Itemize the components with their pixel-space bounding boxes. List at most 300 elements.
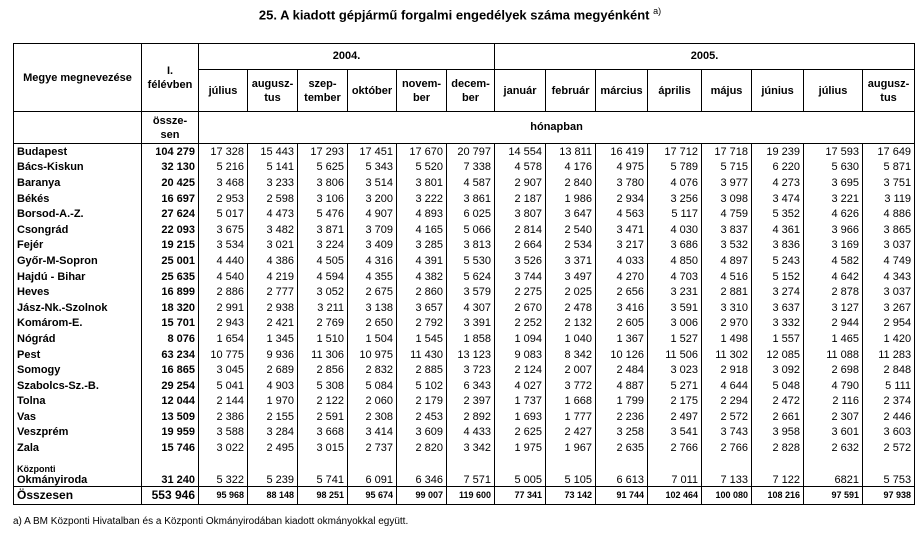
half-year-total: 29 254 — [142, 378, 199, 394]
month-value: 4 307 — [447, 300, 495, 316]
sum-month-value: 97 938 — [863, 486, 915, 504]
month-value: 3 274 — [752, 284, 804, 300]
county-name: Békés — [14, 191, 142, 207]
month-value: 3 037 — [863, 284, 915, 300]
sum-month-value: 91 744 — [596, 486, 648, 504]
month-value: 7 011 — [648, 456, 702, 487]
month-value: 4 975 — [596, 160, 648, 176]
month-header: június — [752, 70, 804, 112]
half-year-total: 8 076 — [142, 331, 199, 347]
month-value: 2 860 — [397, 284, 447, 300]
month-value: 3 675 — [199, 222, 248, 238]
month-value: 2 675 — [348, 284, 397, 300]
month-value: 6 220 — [752, 160, 804, 176]
month-value: 2 427 — [546, 425, 596, 441]
month-value: 15 443 — [248, 144, 298, 160]
month-value: 17 670 — [397, 144, 447, 160]
month-header: augusz-tus — [863, 70, 915, 112]
month-value: 4 440 — [199, 253, 248, 269]
month-value: 3 744 — [495, 269, 546, 285]
month-value: 2 386 — [199, 409, 248, 425]
county-name: Veszprém — [14, 425, 142, 441]
sum-month-value: 102 464 — [648, 486, 702, 504]
month-value: 17 712 — [648, 144, 702, 160]
month-value: 5 625 — [298, 160, 348, 176]
month-value: 3 006 — [648, 316, 702, 332]
month-value: 3 211 — [298, 300, 348, 316]
month-value: 5 741 — [298, 456, 348, 487]
month-value: 6 343 — [447, 378, 495, 394]
month-value: 5 715 — [702, 160, 752, 176]
month-value: 3 221 — [804, 191, 863, 207]
month-value: 3 471 — [596, 222, 648, 238]
sum-month-value: 108 216 — [752, 486, 804, 504]
month-value: 4 316 — [348, 253, 397, 269]
month-value: 1 420 — [863, 331, 915, 347]
month-value: 17 718 — [702, 144, 752, 160]
month-value: 2 252 — [495, 316, 546, 332]
month-value: 1 557 — [752, 331, 804, 347]
half-year-total: 15 701 — [142, 316, 199, 332]
month-value: 3 256 — [648, 191, 702, 207]
month-value: 2 497 — [648, 409, 702, 425]
month-value: 3 603 — [863, 425, 915, 441]
month-value: 4 391 — [397, 253, 447, 269]
month-value: 3 780 — [596, 175, 648, 191]
month-value: 3 342 — [447, 440, 495, 456]
month-value: 1 970 — [248, 394, 298, 410]
month-value: 9 936 — [248, 347, 298, 363]
month-value: 4 886 — [863, 206, 915, 222]
month-value: 10 126 — [596, 347, 648, 363]
month-value: 1 668 — [546, 394, 596, 410]
month-value: 2 907 — [495, 175, 546, 191]
month-value: 3 391 — [447, 316, 495, 332]
month-value: 3 541 — [648, 425, 702, 441]
month-value: 10 975 — [348, 347, 397, 363]
month-value: 2 886 — [199, 284, 248, 300]
table-row — [14, 425, 915, 441]
month-value: 2 878 — [804, 284, 863, 300]
month-value: 1 777 — [546, 409, 596, 425]
month-value: 3 579 — [447, 284, 495, 300]
month-value: 3 015 — [298, 440, 348, 456]
table-row — [14, 144, 915, 160]
month-value: 6 025 — [447, 206, 495, 222]
title-text: 25. A kiadott gépjármű forgalmi engedélyek száma megyénként — [258, 7, 650, 23]
month-value: 1 504 — [348, 331, 397, 347]
month-value: 2 698 — [804, 362, 863, 378]
month-value: 2 540 — [546, 222, 596, 238]
sum-month-value: 77 341 — [495, 486, 546, 504]
sum-month-value: 100 080 — [702, 486, 752, 504]
half-year-total: 16 899 — [142, 284, 199, 300]
half-year-total: 12 044 — [142, 394, 199, 410]
month-header: október — [348, 70, 397, 112]
half-year-total: 25 635 — [142, 269, 199, 285]
month-value: 2 275 — [495, 284, 546, 300]
month-value: 2 572 — [702, 409, 752, 425]
month-value: 2 737 — [348, 440, 397, 456]
month-value: 5 041 — [199, 378, 248, 394]
month-value: 3 871 — [298, 222, 348, 238]
month-value: 4 578 — [495, 160, 546, 176]
month-value: 5 005 — [495, 456, 546, 487]
month-value: 1 654 — [199, 331, 248, 347]
month-value: 4 076 — [648, 175, 702, 191]
month-value: 2 116 — [804, 394, 863, 410]
month-value: 2 132 — [546, 316, 596, 332]
month-value: 5 105 — [546, 456, 596, 487]
month-value: 2 832 — [348, 362, 397, 378]
month-value: 3 092 — [752, 362, 804, 378]
month-value: 17 451 — [348, 144, 397, 160]
half-year-total: 104 279 — [142, 144, 199, 160]
month-value: 4 893 — [397, 206, 447, 222]
month-value: 5 789 — [648, 160, 702, 176]
sum-label: Összesen — [14, 486, 142, 504]
month-value: 4 563 — [596, 206, 648, 222]
month-value: 3 609 — [397, 425, 447, 441]
month-value: 2 943 — [199, 316, 248, 332]
month-value: 2 179 — [397, 394, 447, 410]
month-value: 3 468 — [199, 175, 248, 191]
month-value: 3 127 — [804, 300, 863, 316]
month-value: 5 102 — [397, 378, 447, 394]
month-value: 2 187 — [495, 191, 546, 207]
county-name: Heves — [14, 284, 142, 300]
month-value: 2 632 — [804, 440, 863, 456]
month-value: 3 532 — [702, 238, 752, 254]
month-value: 6 613 — [596, 456, 648, 487]
table-row — [14, 394, 915, 410]
month-value: 3 861 — [447, 191, 495, 207]
sum-month-value: 119 600 — [447, 486, 495, 504]
county-name: Pest — [14, 347, 142, 363]
month-value: 2 060 — [348, 394, 397, 410]
month-value: 5 243 — [752, 253, 804, 269]
county-name: Borsod-A.-Z. — [14, 206, 142, 222]
month-value: 2 792 — [397, 316, 447, 332]
month-value: 3 267 — [863, 300, 915, 316]
month-value: 3 813 — [447, 238, 495, 254]
county-name: Budapest — [14, 144, 142, 160]
month-value: 4 903 — [248, 378, 298, 394]
month-value: 8 342 — [546, 347, 596, 363]
month-value: 2 025 — [546, 284, 596, 300]
month-value: 1 799 — [596, 394, 648, 410]
month-value: 2 495 — [248, 440, 298, 456]
month-value: 4 270 — [596, 269, 648, 285]
month-value: 4 887 — [596, 378, 648, 394]
sum-total: 553 946 — [142, 486, 199, 504]
month-value: 2 848 — [863, 362, 915, 378]
month-value: 3 807 — [495, 206, 546, 222]
month-value: 11 430 — [397, 347, 447, 363]
month-value: 2 970 — [702, 316, 752, 332]
month-value: 3 119 — [863, 191, 915, 207]
month-value: 5 530 — [447, 253, 495, 269]
month-value: 3 966 — [804, 222, 863, 238]
month-value: 2 236 — [596, 409, 648, 425]
month-value: 1 510 — [298, 331, 348, 347]
month-value: 3 977 — [702, 175, 752, 191]
month-value: 3 686 — [648, 238, 702, 254]
half-year-total: 16 865 — [142, 362, 199, 378]
title-footnote-marker: a) — [653, 6, 662, 16]
county-name: Komárom-E. — [14, 316, 142, 332]
month-value: 16 419 — [596, 144, 648, 160]
table-row — [14, 300, 915, 316]
half-year-total: 19 959 — [142, 425, 199, 441]
month-value: 11 306 — [298, 347, 348, 363]
county-name: Jász-Nk.-Szolnok — [14, 300, 142, 316]
month-value: 2 374 — [863, 394, 915, 410]
sum-month-value: 98 251 — [298, 486, 348, 504]
month-value: 3 865 — [863, 222, 915, 238]
year-2005-header: 2005. — [495, 44, 915, 70]
month-value: 4 749 — [863, 253, 915, 269]
month-value: 6 091 — [348, 456, 397, 487]
month-value: 2 484 — [596, 362, 648, 378]
table-row — [14, 175, 915, 191]
month-value: 3 409 — [348, 238, 397, 254]
month-value: 2 294 — [702, 394, 752, 410]
month-value: 17 328 — [199, 144, 248, 160]
month-value: 4 355 — [348, 269, 397, 285]
month-value: 2 175 — [648, 394, 702, 410]
half-year-total: 15 746 — [142, 440, 199, 456]
year-2004-header: 2004. — [199, 44, 495, 70]
month-header: április — [648, 70, 702, 112]
month-value: 3 284 — [248, 425, 298, 441]
table-row — [14, 238, 915, 254]
month-value: 4 433 — [447, 425, 495, 441]
month-value: 2 828 — [752, 440, 804, 456]
month-value: 2 122 — [298, 394, 348, 410]
month-value: 5 352 — [752, 206, 804, 222]
month-value: 3 836 — [752, 238, 804, 254]
month-header: szep-tember — [298, 70, 348, 112]
month-value: 4 382 — [397, 269, 447, 285]
sum-month-value: 95 674 — [348, 486, 397, 504]
table-row — [14, 378, 915, 394]
month-value: 2 625 — [495, 425, 546, 441]
month-value: 2 670 — [495, 300, 546, 316]
table-row — [14, 331, 915, 347]
month-value: 1 345 — [248, 331, 298, 347]
month-value: 1 986 — [546, 191, 596, 207]
month-value: 3 222 — [397, 191, 447, 207]
half-year-total: 32 130 — [142, 160, 199, 176]
sum-month-value: 73 142 — [546, 486, 596, 504]
month-value: 11 506 — [648, 347, 702, 363]
month-value: 13 811 — [546, 144, 596, 160]
month-value: 12 085 — [752, 347, 804, 363]
month-value: 2 881 — [702, 284, 752, 300]
month-value: 5 271 — [648, 378, 702, 394]
month-value: 3 647 — [546, 206, 596, 222]
half-year-total: 27 624 — [142, 206, 199, 222]
month-header: március — [596, 70, 648, 112]
county-name: Győr-M-Sopron — [14, 253, 142, 269]
month-value: 11 088 — [804, 347, 863, 363]
month-value: 3 332 — [752, 316, 804, 332]
month-value: 19 239 — [752, 144, 804, 160]
month-value: 3 258 — [596, 425, 648, 441]
month-value: 3 022 — [199, 440, 248, 456]
month-value: 2 944 — [804, 316, 863, 332]
central-office-name-line1: Központi — [17, 463, 56, 474]
month-value: 17 593 — [804, 144, 863, 160]
month-value: 3 668 — [298, 425, 348, 441]
central-office-name-line2: Okmányiroda — [17, 473, 88, 486]
sum-month-value: 95 968 — [199, 486, 248, 504]
half-year-total: 25 001 — [142, 253, 199, 269]
month-value: 3 958 — [752, 425, 804, 441]
month-value: 4 759 — [702, 206, 752, 222]
month-value: 13 123 — [447, 347, 495, 363]
month-value: 3 637 — [752, 300, 804, 316]
month-value: 3 045 — [199, 362, 248, 378]
month-value: 2 656 — [596, 284, 648, 300]
data-table — [13, 43, 915, 505]
month-value: 1 465 — [804, 331, 863, 347]
half-year-total: 16 697 — [142, 191, 199, 207]
month-value: 4 642 — [804, 269, 863, 285]
month-value: 1 975 — [495, 440, 546, 456]
county-name: Csongrád — [14, 222, 142, 238]
month-value: 3 526 — [495, 253, 546, 269]
table-row — [14, 362, 915, 378]
table-row — [14, 347, 915, 363]
month-value: 3 534 — [199, 238, 248, 254]
central-office-name — [14, 456, 142, 487]
month-value: 3 601 — [804, 425, 863, 441]
page-title — [0, 6, 920, 22]
month-value: 3 106 — [298, 191, 348, 207]
half-year-total: 31 240 — [142, 456, 199, 487]
table-row — [14, 160, 915, 176]
month-value: 3 023 — [648, 362, 702, 378]
month-value: 5 216 — [199, 160, 248, 176]
month-value: 4 505 — [298, 253, 348, 269]
table-row — [14, 269, 915, 285]
month-value: 3 037 — [863, 238, 915, 254]
month-value: 3 514 — [348, 175, 397, 191]
month-value: 6821 — [804, 456, 863, 487]
half-year-total: 13 509 — [142, 409, 199, 425]
month-value: 4 626 — [804, 206, 863, 222]
month-value: 4 165 — [397, 222, 447, 238]
county-name: Bács-Kiskun — [14, 160, 142, 176]
month-value: 4 582 — [804, 253, 863, 269]
month-value: 2 885 — [397, 362, 447, 378]
county-name: Zala — [14, 440, 142, 456]
month-value: 11 283 — [863, 347, 915, 363]
month-value: 2 840 — [546, 175, 596, 191]
month-value: 2 007 — [546, 362, 596, 378]
month-value: 3 310 — [702, 300, 752, 316]
month-value: 2 938 — [248, 300, 298, 316]
month-header: február — [546, 70, 596, 112]
month-value: 14 554 — [495, 144, 546, 160]
month-value: 2 308 — [348, 409, 397, 425]
table-row-central — [14, 456, 915, 487]
month-value: 3 200 — [348, 191, 397, 207]
half-year-total: 19 215 — [142, 238, 199, 254]
month-value: 1 498 — [702, 331, 752, 347]
month-value: 3 743 — [702, 425, 752, 441]
month-value: 4 361 — [752, 222, 804, 238]
month-value: 11 302 — [702, 347, 752, 363]
table-row — [14, 440, 915, 456]
month-value: 1 737 — [495, 394, 546, 410]
month-value: 4 644 — [702, 378, 752, 394]
month-value: 7 122 — [752, 456, 804, 487]
month-value: 2 635 — [596, 440, 648, 456]
county-header-blank — [14, 112, 142, 144]
month-value: 3 098 — [702, 191, 752, 207]
month-value: 2 534 — [546, 238, 596, 254]
month-header: novem-ber — [397, 70, 447, 112]
month-value: 2 953 — [199, 191, 248, 207]
month-header: augusz-tus — [248, 70, 298, 112]
month-value: 4 343 — [863, 269, 915, 285]
month-value: 5 322 — [199, 456, 248, 487]
month-value: 4 790 — [804, 378, 863, 394]
month-value: 4 473 — [248, 206, 298, 222]
month-value: 2 954 — [863, 316, 915, 332]
month-value: 4 703 — [648, 269, 702, 285]
table-row — [14, 284, 915, 300]
half-year-total: 63 234 — [142, 347, 199, 363]
month-value: 4 033 — [596, 253, 648, 269]
sum-month-value: 99 007 — [397, 486, 447, 504]
month-value: 5 753 — [863, 456, 915, 487]
month-value: 2 650 — [348, 316, 397, 332]
month-value: 3 217 — [596, 238, 648, 254]
month-value: 2 918 — [702, 362, 752, 378]
month-value: 5 066 — [447, 222, 495, 238]
month-value: 2 453 — [397, 409, 447, 425]
month-value: 3 285 — [397, 238, 447, 254]
month-header: július — [804, 70, 863, 112]
month-value: 3 591 — [648, 300, 702, 316]
month-value: 2 820 — [397, 440, 447, 456]
half-year-header: I. félévben — [142, 44, 199, 112]
month-header: július — [199, 70, 248, 112]
month-value: 3 588 — [199, 425, 248, 441]
month-value: 2 397 — [447, 394, 495, 410]
month-value: 17 649 — [863, 144, 915, 160]
month-value: 7 571 — [447, 456, 495, 487]
county-name: Hajdú - Bihar — [14, 269, 142, 285]
month-value: 9 083 — [495, 347, 546, 363]
sum-month-value: 97 591 — [804, 486, 863, 504]
footnote: a) A BM Központi Hivatalban és a Központi Okmányirodában kiadott okmányokkal együtt. — [13, 516, 409, 527]
month-value: 5 239 — [248, 456, 298, 487]
month-value: 5 871 — [863, 160, 915, 176]
month-value: 4 030 — [648, 222, 702, 238]
month-value: 3 657 — [397, 300, 447, 316]
month-value: 4 897 — [702, 253, 752, 269]
month-value: 3 474 — [752, 191, 804, 207]
month-value: 20 797 — [447, 144, 495, 160]
month-value: 5 084 — [348, 378, 397, 394]
month-value: 2 769 — [298, 316, 348, 332]
month-value: 4 273 — [752, 175, 804, 191]
